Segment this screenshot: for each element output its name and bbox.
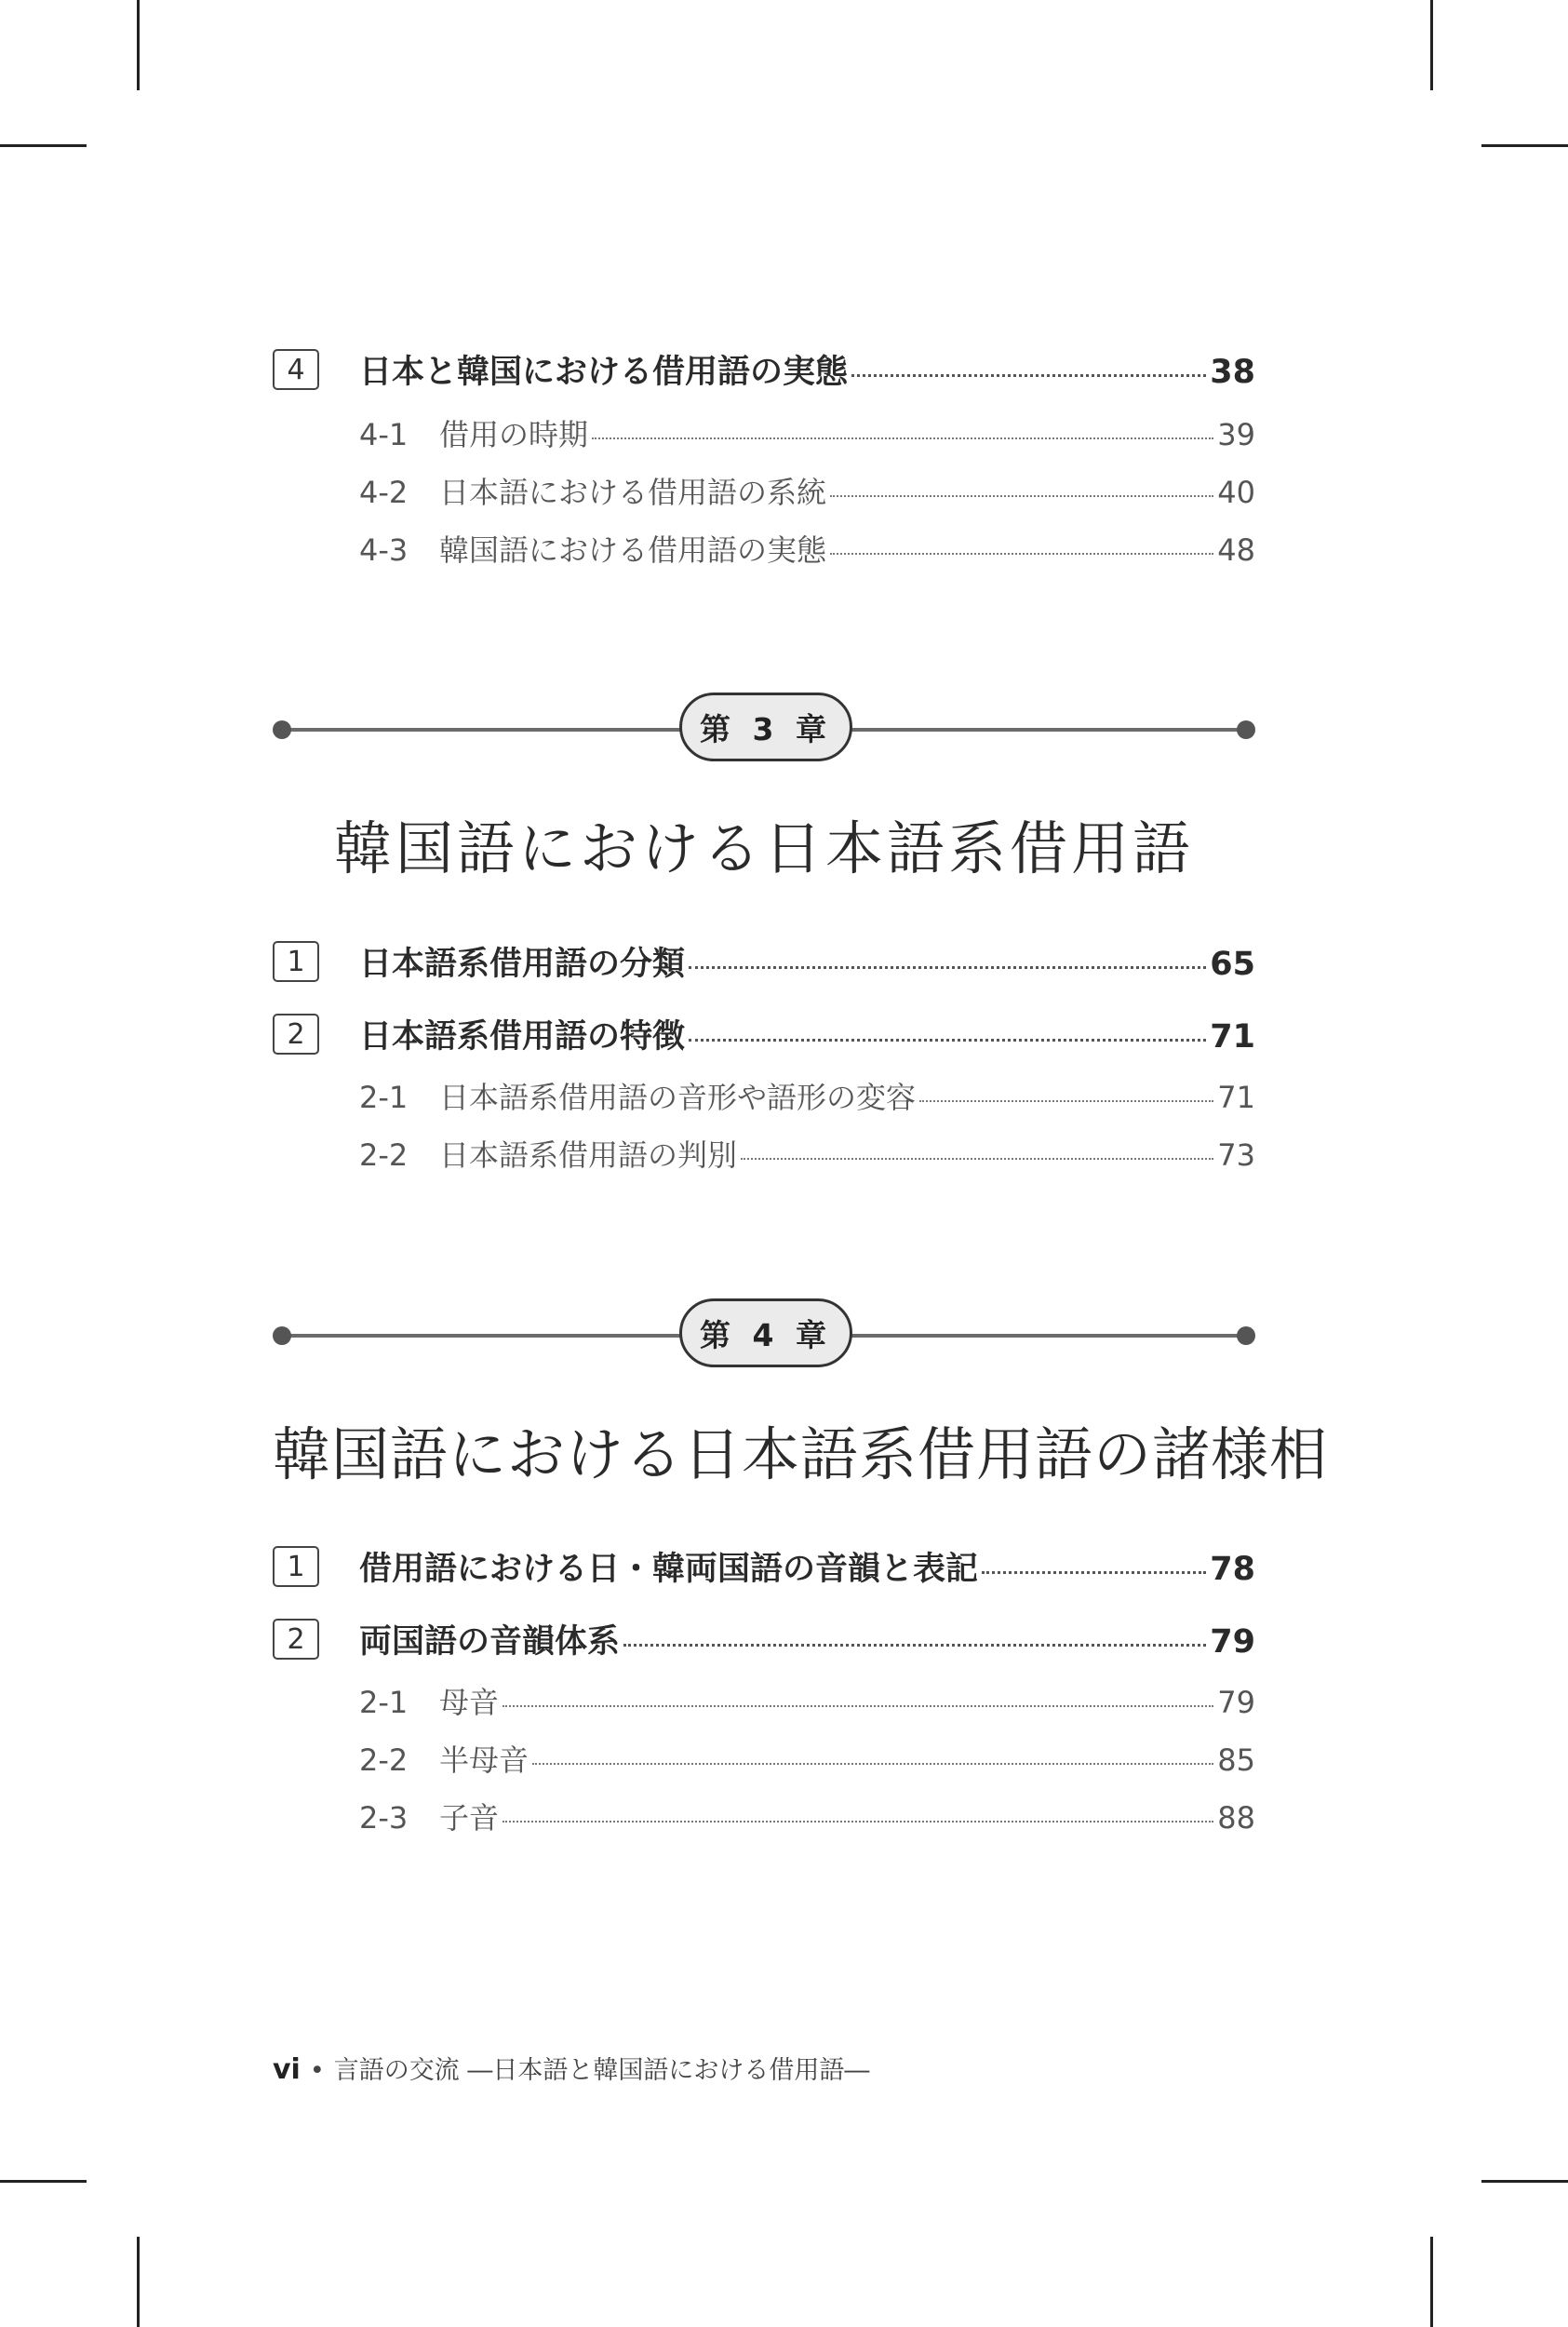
section-number-box: 2 — [273, 1014, 319, 1055]
divider-endpoint — [273, 720, 291, 739]
divider-endpoint — [273, 1326, 291, 1345]
dot-leader — [503, 1704, 1213, 1707]
section-number-box: 2 — [273, 1619, 319, 1660]
toc-section-entry[interactable] — [273, 1011, 1255, 1057]
page-number: 39 — [1217, 417, 1255, 452]
book-title: 言語の交流 ―日本語と韓国語における借用語― — [333, 2056, 870, 2085]
running-footer — [273, 2050, 869, 2086]
dot-leader — [689, 965, 1206, 969]
toc-subsection-entry[interactable] — [273, 1795, 1255, 1836]
page-number: 65 — [1210, 946, 1255, 983]
footer-bullet: • — [309, 2056, 325, 2085]
subsection-id: 2-2 — [359, 1742, 409, 1778]
divider-endpoint — [1237, 1326, 1255, 1345]
folio-number: vi — [273, 2053, 301, 2086]
section-number-box: 1 — [273, 941, 319, 982]
dot-leader — [741, 1157, 1213, 1160]
subsection-title: 日本語系借用語の音形や語形の変容 — [439, 1080, 917, 1115]
toc-subsection-entry[interactable] — [273, 1679, 1255, 1720]
page-number: 73 — [1217, 1137, 1255, 1173]
subsection-id: 2-3 — [359, 1800, 409, 1836]
dot-leader — [982, 1570, 1206, 1574]
dot-leader — [503, 1820, 1213, 1823]
toc-section-entry[interactable] — [273, 938, 1255, 985]
subsection-title: 半母音 — [439, 1742, 529, 1778]
dot-leader — [592, 437, 1213, 439]
crop-mark — [137, 0, 140, 90]
subsection-title: 母音 — [439, 1685, 500, 1720]
page-number: 85 — [1217, 1742, 1255, 1778]
subsection-id: 4-2 — [359, 475, 409, 510]
toc-section-entry[interactable] — [273, 1543, 1255, 1590]
dot-leader — [919, 1099, 1213, 1102]
dot-leader — [623, 1643, 1206, 1647]
subsection-id: 2-2 — [359, 1137, 409, 1173]
page-number: 79 — [1217, 1685, 1255, 1720]
toc-subsection-entry[interactable] — [273, 1132, 1255, 1173]
dot-leader — [830, 552, 1213, 555]
page-number: 38 — [1210, 354, 1255, 391]
section-number-box: 4 — [273, 349, 319, 390]
toc-section-entry[interactable] — [273, 346, 1255, 393]
subsection-id: 2-1 — [359, 1685, 409, 1720]
chapter-title: 韓国語における日本語系借用語の諸様相 — [273, 1420, 1329, 1488]
page-number: 71 — [1217, 1080, 1255, 1115]
divider-endpoint — [1237, 720, 1255, 739]
page-number: 79 — [1210, 1623, 1255, 1661]
chapter-label: 第 3 章 — [679, 693, 852, 761]
toc-subsection-entry[interactable] — [273, 1074, 1255, 1115]
dot-leader — [532, 1762, 1213, 1765]
crop-mark — [1430, 0, 1433, 90]
subsection-id: 4-1 — [359, 417, 409, 452]
subsection-title: 日本語系借用語の判別 — [439, 1137, 738, 1173]
subsection-title: 韓国語における借用語の実態 — [439, 532, 827, 568]
dot-leader — [851, 373, 1206, 377]
chapter-label: 第 4 章 — [679, 1298, 852, 1367]
section-title: 借用語における日・韓両国語の音韻と表記 — [359, 1551, 979, 1588]
subsection-id: 2-1 — [359, 1080, 409, 1115]
chapter-title: 韓国語における日本語系借用語 — [333, 814, 1194, 882]
crop-mark — [1481, 2180, 1568, 2183]
toc-subsection-entry[interactable] — [273, 1737, 1255, 1778]
section-title: 日本と韓国における借用語の実態 — [359, 354, 849, 391]
crop-mark — [0, 144, 87, 147]
section-number-box: 1 — [273, 1546, 319, 1587]
toc-section-group — [273, 1543, 1255, 1841]
toc-subsection-entry[interactable] — [273, 411, 1255, 452]
section-title: 日本語系借用語の分類 — [359, 946, 686, 983]
crop-mark — [1481, 144, 1568, 147]
toc-section-group — [273, 346, 1255, 570]
section-title: 両国語の音韻体系 — [359, 1623, 621, 1661]
page-number: 88 — [1217, 1800, 1255, 1836]
chapter-divider — [273, 1298, 1255, 1373]
subsection-title: 子音 — [439, 1800, 500, 1836]
crop-mark — [0, 2180, 87, 2183]
chapter-divider — [273, 693, 1255, 767]
toc-section-group — [273, 938, 1255, 1180]
page-number: 71 — [1210, 1018, 1255, 1056]
crop-mark — [1430, 2237, 1433, 2327]
toc-section-entry[interactable] — [273, 1616, 1255, 1662]
subsection-title: 日本語における借用語の系統 — [439, 475, 827, 510]
dot-leader — [689, 1038, 1206, 1042]
page-number: 78 — [1210, 1551, 1255, 1588]
section-title: 日本語系借用語の特徴 — [359, 1018, 686, 1056]
dot-leader — [830, 494, 1213, 497]
page-number: 48 — [1217, 532, 1255, 568]
toc-subsection-entry[interactable] — [273, 469, 1255, 510]
subsection-title: 借用の時期 — [439, 417, 589, 452]
subsection-id: 4-3 — [359, 532, 409, 568]
page-number: 40 — [1217, 475, 1255, 510]
crop-mark — [137, 2237, 140, 2327]
toc-subsection-entry[interactable] — [273, 527, 1255, 568]
